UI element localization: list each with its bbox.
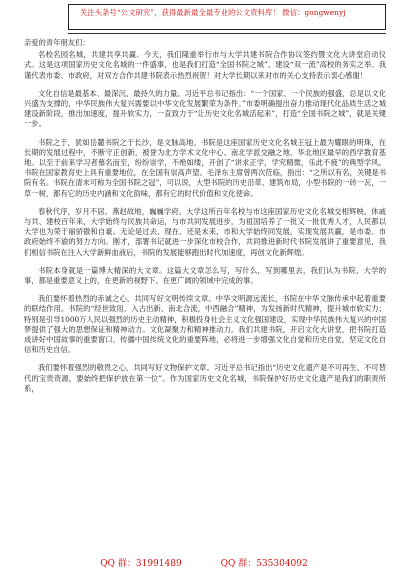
paragraph-1: 名校名园名城，共建共享共赢。今天，我们隆重举行市与大学共建书院合作协议签约暨文化大讲堂启动仪式。这是这项国家历史文化名城的一件盛事，也是我们打造“全国书院之城”、建设“双一流”高校的务实之举。我谨代表市委、市政府，对双方合作共建书院表示热烈祝贺！对大学长期以来对市的关心支持表示衷心感谢！ xyxy=(24,50,386,80)
paragraph-7: 我们要怀着强烈的敬畏之心，共同写好文物保护文章。习近平总书记指出“历史文化遗产是不可再生、不可替代的宝贵资源，要始终把保护放在第一位”。作为国家历史文化名城，书院保护好历史文化遗产是我们的职责所系， xyxy=(24,363,386,393)
footer-qq-group-1: QQ 群：31991489 xyxy=(100,559,182,569)
header-line-1: 关注头条号“公文研究”，获得最新最全最专业的公文资料库！ 微信：gongwenyj xyxy=(80,8,346,17)
footer-qq-group-2: QQ 群：535304092 xyxy=(220,559,308,569)
greeting: 亲爱的青年朋友们： xyxy=(24,38,90,47)
paragraph-6: 我们要怀着热烈的赤诚之心，共同写好文明传续文章。中华文明源远流长，书院在中华文脉传承中起着重要的联结作用。书院的“经世致用、入古出新、南北合流，中西融合”精神，为发扬新时代精神，提升城市软实力；特别是引导1000万人民以强烈的历史主动精神，积极投身社会主义文化强国建设，实现中华民族伟大复兴的中国梦提供了强大的思想保证和精神动力。文化凝聚力和精神推动力。我们共建书院，开启文化大讲堂，把书院打造成讲好中国故事的重要窗口、传播中国传统文化的重要阵地，必将进一步增强文化自觉和历史自觉，坚定文化自信和历史自信。 xyxy=(24,294,386,355)
paragraph-4: 春秋代序，岁月不居。燕赵故地，巍巍学府。大学这所百年名校与市这座国家历史文化名城交相辉映、休戚与共、建校百年来，大学始终与民族共命运，与市共同发展进步，为祖国培养了一批又一批优秀人才，人民都以大学也为荣于丽骄傲和自豪。无论是过去、现在、还是未来，市和大学始终同发展，实现发展共赢，是市委、市政府始终不渝的努力方向。刚才，部署书记就进一步深化市校合作，共同推进新时代书院发展讲了重要意见，我们相信书院在注入大学新鲜血液后，书院的发展能够跑出时代加速度，再创文化新辉煌。 xyxy=(24,206,386,257)
footer-contact xyxy=(0,556,408,572)
document-body xyxy=(24,38,386,402)
paragraph-2: 文化自信是最基本、最深沉、最持久的力量。习近平总书记指出：“一个国家、一个民族的强盛，总是以文化兴盛为支撑的，中华民族伟大复兴需要以中华文化发展繁荣为条件。”市委明确提出奋力推动现代化品质生活之城建设新阶段，推出加速度，提升软实力，一直致力于“让历史文化名城活起来”，打造“全国书院之城”，就是关键一步。 xyxy=(24,88,386,129)
paragraph-3: 书院之于，犹如岳麓书院之于长沙，是文脉高地。书院是这座国家历史文化名城王冠上最为耀眼的明珠，在长期的发展过程中，不断守正创新，被誉为北方学术文化中心、南北学派交融之地、华北地区最早的西学教育基地。以至于前来学习者慕名而至，纷纷崇学，不绝如缕，开创了“讲求正学，学究精微，乐此不疲”的典型学风。书院在国家教育史上具有重要地位，在全国有崇高声望。毛泽东主席曾两次莅临，指出：“之所以有名，关键是书院有名。书院在清末可称为全国书院之冠”，可以说，大型书院的历史沿革、建筑布局，小型书院的一砖一瓦，一草一树，都有它的历史内涵和文化韵味，都有它的时代价值和文化使命。 xyxy=(24,137,386,198)
header-banner-text xyxy=(80,8,380,17)
header-divider xyxy=(68,33,386,34)
paragraph-5: 书院本身就是一篇博大精深的大文章。这篇大文章怎么写，写什么，写到哪里去，我们认为书院、大学的事，都是重要意义上的，在更新的视野下、在更广阔的领域中完成的事。 xyxy=(24,265,386,286)
